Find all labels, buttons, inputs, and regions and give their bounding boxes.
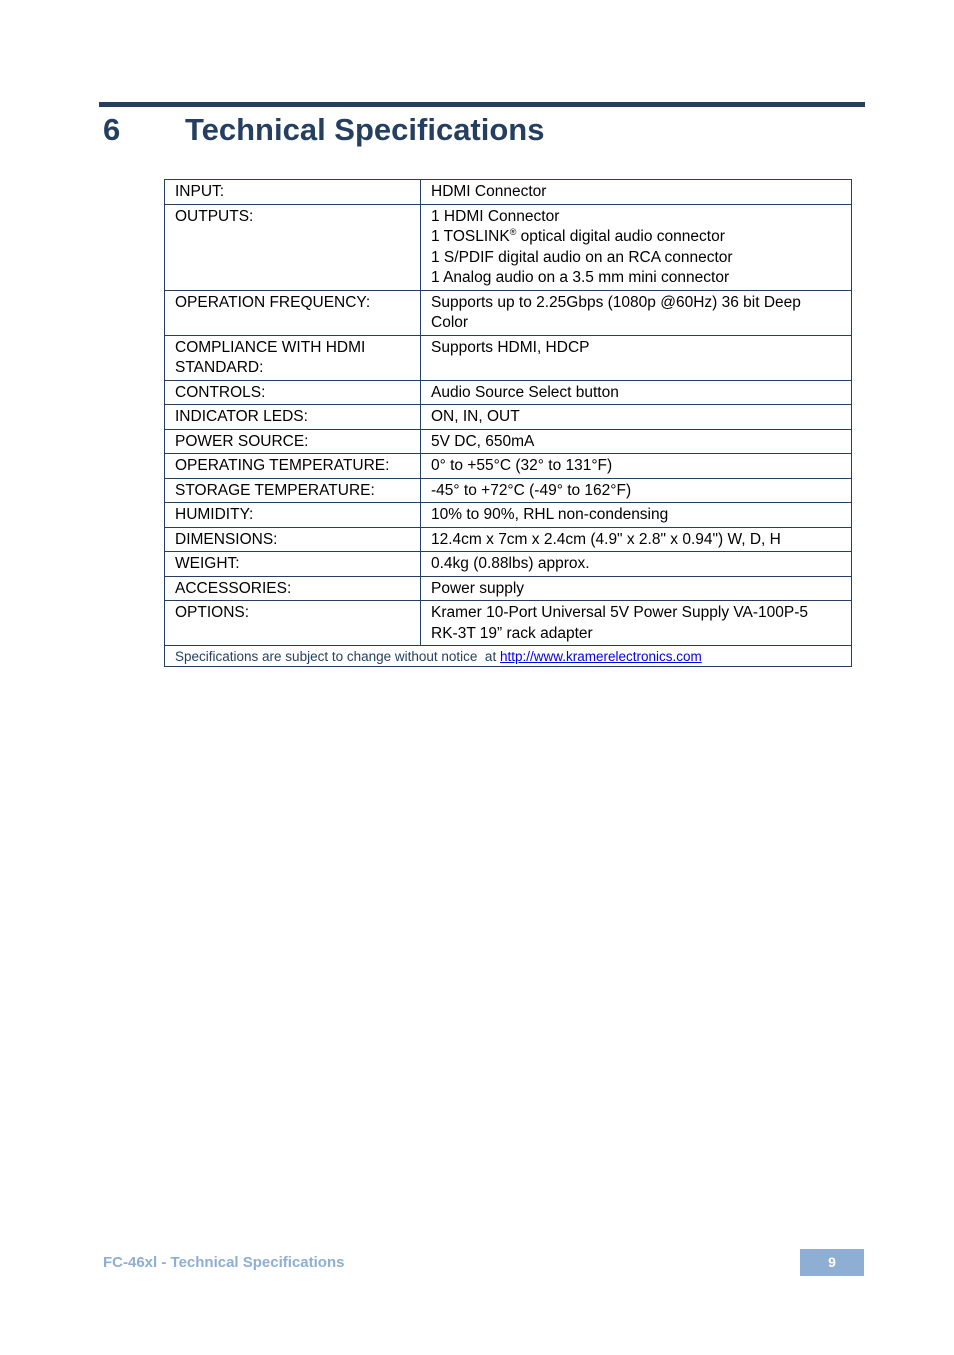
spec-value-line: 1 HDMI Connector [431,207,560,225]
section-heading [99,110,865,150]
spec-value-line: Supports up to 2.25Gbps (1080p @60Hz) 36 bit Deep Color [431,293,801,331]
spec-value-line: 1 Analog audio on a 3.5 mm mini connector [431,269,730,286]
registered-mark: ® [509,227,517,237]
spec-value-line: 0° to +55°C (32° to 131°F) [431,457,613,474]
section-number: 6 [103,112,121,147]
table-row [165,380,852,405]
table-row [165,601,852,646]
spec-value [421,478,852,503]
table-row [165,527,852,552]
spec-label: INDICATOR LEDS: [165,405,421,430]
spec-value [421,429,852,454]
spec-value [421,290,852,335]
spec-label: OPERATION FREQUENCY: [165,290,421,335]
spec-label: INPUT: [165,180,421,205]
spec-label: HUMIDITY: [165,503,421,528]
note-text: Specifications are subject to change without notice at [175,649,500,664]
spec-value [421,576,852,601]
spec-value-line: 10% to 90%, RHL non-condensing [431,506,669,523]
spec-label: POWER SOURCE: [165,429,421,454]
spec-value [421,180,852,205]
spec-value-line: HDMI Connector [431,183,547,200]
spec-value-line: Audio Source Select button [431,383,619,401]
spec-value [421,380,852,405]
specifications-table [164,179,852,667]
spec-value-line: Kramer 10-Port Universal 5V Power Supply VA-100P-5 [431,604,809,621]
spec-label: COMPLIANCE WITH HDMI STANDARD: [165,335,421,380]
spec-label: CONTROLS: [165,380,421,405]
spec-value [421,204,852,290]
spec-value [421,335,852,380]
spec-value-line: Supports HDMI, HDCP [431,338,590,356]
spec-value [421,503,852,528]
spec-value-line: -45° to +72°C (-49° to 162°F) [431,481,632,499]
spec-value-line: 1 TOSLINK® optical digital audio connector [431,227,725,245]
spec-label: OUTPUTS: [165,204,421,290]
table-row [165,503,852,528]
spec-label: OPTIONS: [165,601,421,646]
spec-label: OPERATING TEMPERATURE: [165,454,421,479]
spec-label: WEIGHT: [165,552,421,577]
note-row [165,646,852,667]
spec-value [421,601,852,646]
table-row [165,454,852,479]
spec-label: DIMENSIONS: [165,527,421,552]
spec-value-line: 12.4cm x 7cm x 2.4cm (4.9" x 2.8" x 0.94") W, D, H [431,530,781,548]
spec-value [421,454,852,479]
table-row [165,552,852,577]
table-row [165,478,852,503]
header-rule [99,102,865,107]
page-number: 9 [800,1249,864,1276]
spec-value [421,405,852,430]
specs-note [165,646,852,667]
spec-value [421,527,852,552]
spec-value-line: 5V DC, 650mA [431,432,535,450]
spec-label: STORAGE TEMPERATURE: [165,478,421,503]
table-row [165,180,852,205]
spec-value-line: ON, IN, OUT [431,408,520,425]
spec-value-line: 0.4kg (0.88lbs) approx. [431,555,590,572]
spec-value-line: RK-3T 19” rack adapter [431,624,593,642]
table-row [165,335,852,380]
table-row [165,405,852,430]
footer-title: FC-46xl - Technical Specifications [103,1254,345,1271]
kramer-website-link[interactable]: http://www.kramerelectronics.com [499,649,702,664]
spec-value-line: Power supply [431,579,525,597]
table-row [165,290,852,335]
table-row [165,576,852,601]
spec-label: ACCESSORIES: [165,576,421,601]
table-row [165,204,852,290]
table-row [165,429,852,454]
section-title: Technical Specifications [185,112,545,147]
spec-value-line: 1 S/PDIF digital audio on an RCA connector [431,248,733,266]
spec-value [421,552,852,577]
